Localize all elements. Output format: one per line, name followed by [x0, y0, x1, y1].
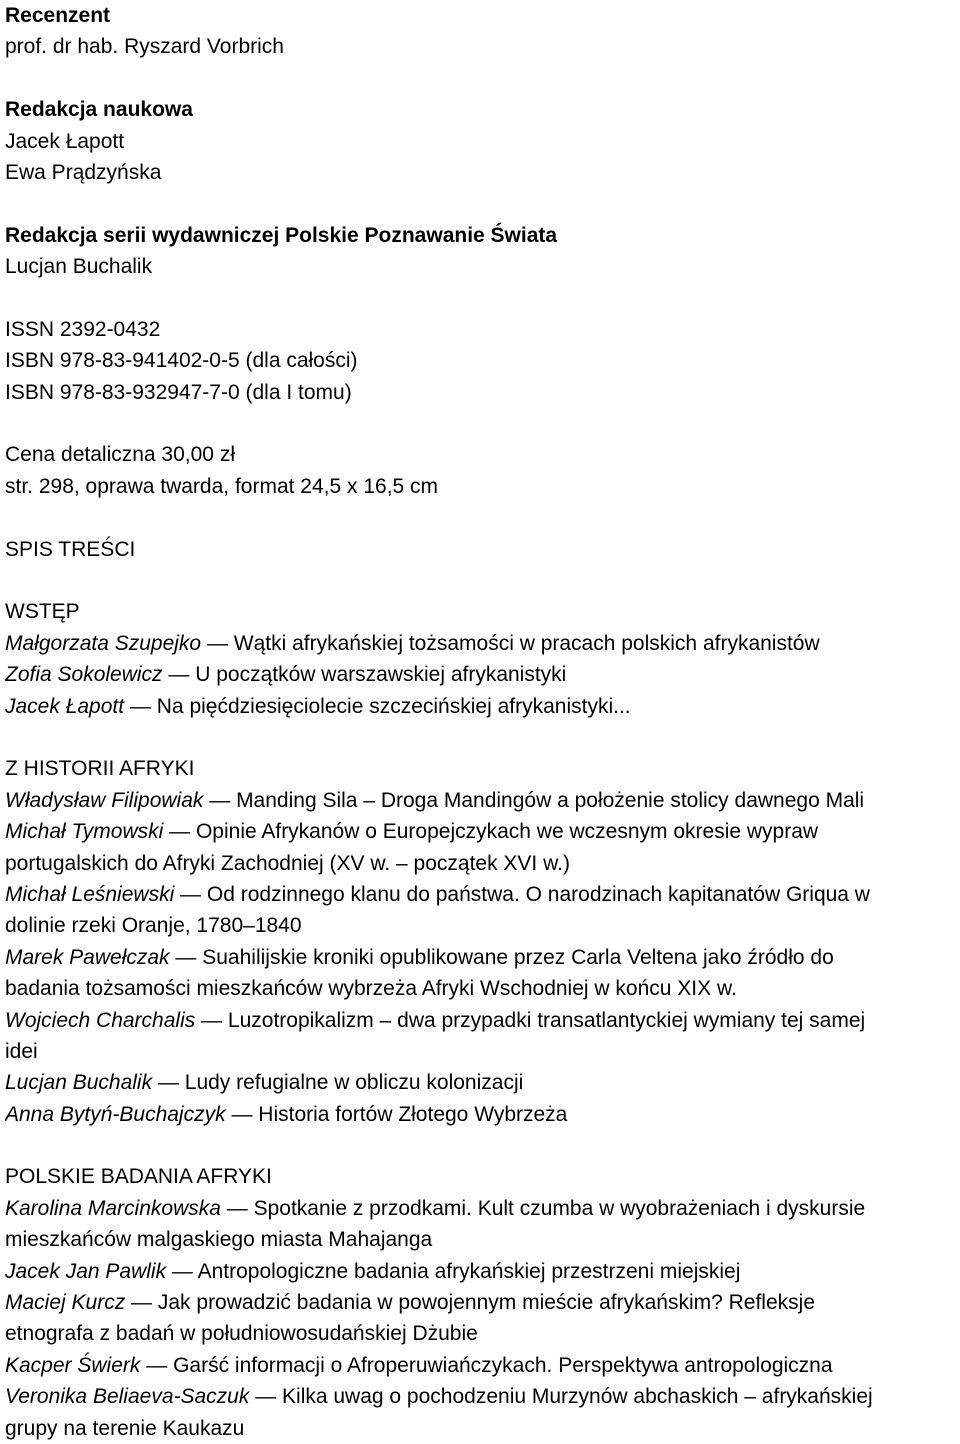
- toc-entry-author: Marek Pawełczak: [5, 945, 170, 969]
- toc-entry-title: Garść informacji o Afroperuwiańczykach. Perspektywa antropologiczna: [173, 1353, 833, 1377]
- price: Cena detaliczna 30,00 zł: [5, 443, 235, 467]
- toc-entry-title: Jak prowadzić badania w powojennym mieście afrykańskim? Refleksje: [157, 1291, 815, 1315]
- toc-entry: [5, 691, 957, 722]
- toc-entry-author: Jacek Jan Pawlik: [5, 1259, 167, 1283]
- toc-entry-author: Karolina Marcinkowska: [5, 1196, 221, 1220]
- spacer: [5, 722, 957, 753]
- toc-entry: [5, 659, 957, 690]
- toc-entry-title: Kilka uwag o pochodzeniu Murzynów abchaskich – afrykańskiej: [282, 1385, 873, 1409]
- toc-entry-author: Veronika Beliaeva-Saczuk: [5, 1385, 250, 1409]
- toc-entry-separator: —: [225, 1102, 259, 1126]
- toc-entry-title: U początków warszawskiej afrykanistyki: [195, 663, 567, 687]
- issn: ISSN 2392-0432: [5, 317, 161, 341]
- toc-entry: [5, 942, 957, 973]
- reviewer-name: prof. dr hab. Ryszard Vorbrich: [5, 35, 284, 59]
- toc-entry-author: Małgorzata Szupejko: [5, 631, 202, 655]
- editor-name: Jacek Łapott: [5, 129, 125, 153]
- spacer: [5, 565, 957, 596]
- toc-entry-separator: —: [166, 1259, 198, 1283]
- toc-entry: [5, 628, 957, 659]
- toc-entry-continuation: grupy na terenie Kaukazu: [5, 1416, 245, 1440]
- toc-entry-separator: —: [220, 1196, 254, 1220]
- toc-entry-separator: —: [162, 663, 196, 687]
- toc-entry-title: Wątki afrykańskiej tożsamości w pracach polskich afrykanistów: [233, 631, 820, 655]
- book-specs: str. 298, oprawa twarda, format 24,5 x 16,5 cm: [5, 474, 439, 498]
- spacer: [5, 408, 957, 439]
- reviewer-heading: Recenzent: [5, 4, 111, 27]
- toc-entry: [5, 879, 957, 910]
- toc-entry-separator: —: [124, 694, 157, 718]
- toc-entry-title: Antropologiczne badania afrykańskiej przestrzeni miejskiej: [197, 1259, 741, 1283]
- toc-entry-author: Zofia Sokolewicz: [5, 663, 163, 687]
- toc-entry: [5, 816, 957, 847]
- toc-entry-separator: —: [169, 945, 203, 969]
- toc-section-title: POLSKIE BADANIA AFRYKI: [5, 1165, 272, 1189]
- toc-entry: [5, 1287, 957, 1318]
- toc-entry-continuation: portugalskich do Afryki Zachodniej (XV w. – początek XVI w.): [5, 851, 570, 875]
- editor-name: Ewa Prądzyńska: [5, 160, 162, 184]
- toc-entry-author: Władysław Filipowiak: [5, 788, 204, 812]
- toc-entry-continuation: idei: [5, 1039, 38, 1063]
- toc-entry-separator: —: [125, 1291, 158, 1315]
- toc-entry-title: Opinie Afrykanów o Europejczykach we wczesnym okresie wypraw: [195, 820, 819, 844]
- toc-entry: [5, 785, 957, 816]
- toc-entry-title: Manding Sila – Droga Mandingów a położenie stolicy dawnego Mali: [236, 788, 865, 812]
- toc-entry: [5, 1067, 957, 1098]
- toc-entry-title: Spotkanie z przodkami. Kult czumba w wyobrażeniach i dyskursie: [253, 1196, 866, 1220]
- toc-entry-author: Kacper Świerk: [5, 1353, 141, 1377]
- toc-entry-title: Ludy refugialne w obliczu kolonizacji: [184, 1071, 524, 1095]
- toc-entry: [5, 1193, 957, 1224]
- toc-entry-author: Michał Leśniewski: [5, 882, 175, 906]
- toc-entry-author: Lucjan Buchalik: [5, 1071, 153, 1095]
- toc-entry-separator: —: [249, 1385, 283, 1409]
- toc-entry: [5, 1256, 957, 1287]
- spacer: [5, 502, 957, 533]
- toc-entry-title: Od rodzinnego klanu do państwa. O narodzinach kapitanatów Griqua w: [206, 882, 870, 906]
- series-heading: Redakcja serii wydawniczej Polskie Poznawanie Świata: [5, 223, 558, 247]
- spacer: [5, 1130, 957, 1161]
- spacer: [5, 283, 957, 314]
- toc-entry-author: Maciej Kurcz: [5, 1291, 126, 1315]
- toc-section-title: Z HISTORII AFRYKI: [5, 757, 195, 781]
- toc-entry-separator: —: [203, 788, 237, 812]
- toc-entry-separator: —: [152, 1071, 185, 1095]
- toc-entry-continuation: dolinie rzeki Oranje, 1780–1840: [5, 914, 302, 938]
- document-page: [5, 0, 957, 1444]
- spacer: [5, 63, 957, 94]
- toc-entry-author: Wojciech Charchalis: [5, 1008, 196, 1032]
- toc-entry-separator: —: [174, 882, 207, 906]
- toc-entry-author: Anna Bytyń-Buchajczyk: [5, 1102, 226, 1126]
- series-editor: Lucjan Buchalik: [5, 255, 153, 279]
- toc-entry-separator: —: [195, 1008, 228, 1032]
- toc-entry: [5, 1005, 957, 1036]
- toc-entry-title: Suahilijskie kroniki opublikowane przez Carla Veltena jako źródło do: [202, 945, 834, 969]
- toc-entry-author: Michał Tymowski: [5, 820, 164, 844]
- toc-entry-separator: —: [163, 820, 196, 844]
- toc-entry-separator: —: [140, 1353, 174, 1377]
- editors-heading: Redakcja naukowa: [5, 98, 193, 122]
- toc-section-title: WSTĘP: [5, 600, 80, 624]
- toc-entry: [5, 1099, 957, 1130]
- toc-entry-continuation: badania tożsamości mieszkańców wybrzeża Afryki Wschodniej w końcu XIX w.: [5, 977, 737, 1001]
- toc-entry-continuation: mieszkańców malgaskiego miasta Mahajanga: [5, 1228, 433, 1252]
- toc-entry-title: Luzotropikalizm – dwa przypadki transatlantyckiej wymiany tej samej: [227, 1008, 866, 1032]
- toc-entry: [5, 1381, 957, 1412]
- isbn-whole: ISBN 978-83-941402-0-5 (dla całości): [5, 349, 358, 373]
- toc-entry-continuation: etnografa z badań w południowosudańskiej Dżubie: [5, 1322, 478, 1346]
- toc-entry-title: Historia fortów Złotego Wybrzeża: [258, 1102, 568, 1126]
- toc-entry: [5, 1350, 957, 1381]
- toc-heading: SPIS TREŚCI: [5, 537, 136, 561]
- toc-entry-author: Jacek Łapott: [5, 694, 125, 718]
- toc-entry-title: Na pięćdziesięciolecie szczecińskiej afrykanistyki...: [156, 694, 631, 718]
- spacer: [5, 188, 957, 219]
- isbn-volume: ISBN 978-83-932947-7-0 (dla I tomu): [5, 380, 352, 404]
- toc-entry-separator: —: [201, 631, 234, 655]
